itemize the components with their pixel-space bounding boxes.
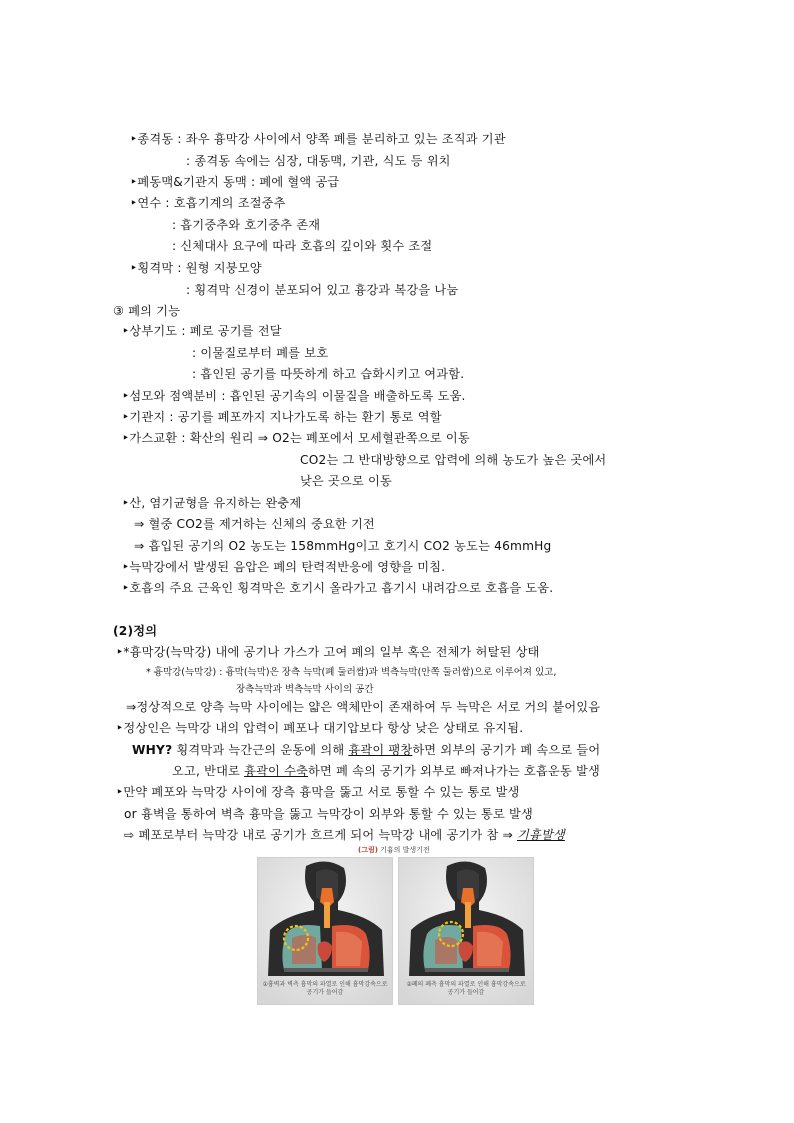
medulla-regulation: : 신체대사 요구에 따라 호흡의 깊이와 횟수 조절 (172, 239, 433, 253)
why2-text-a: 오고, 반대로 (172, 764, 245, 778)
acid-base-line: ‣산, 염기균형을 유지하는 완충제 (122, 496, 302, 510)
pneumothorax-result: 기흉발생 (517, 828, 565, 842)
diaphragm-line: ‣횡격막 : 원형 지붕모양 (130, 261, 262, 275)
left-figure-caption: ①흉벽과 벽측 흉막의 파열로 인해 흉막강속으로 공기가 들어감 (262, 981, 388, 996)
normal-pressure-line: ‣정상인은 늑막강 내의 압력이 폐포나 대기압보다 항상 낮은 상태로 유지됨. (116, 721, 524, 735)
normal-pleura-line: ⇒정상적으로 양측 늑막 사이에는 얇은 액체만이 존재하여 두 늑막은 서로 거의 붙어있음 (126, 700, 601, 714)
upper-airway-line: ‣상부기도 : 폐로 공기를 전달 (122, 324, 282, 338)
upper-airway-protect: : 이물질로부터 폐를 보호 (192, 346, 329, 360)
why-text-b: 하면 외부의 공기가 폐 속으로 들어 (412, 743, 601, 757)
why-contract-underlined: 흉곽이 수축 (244, 764, 309, 778)
conclusion-line (124, 827, 565, 843)
why-expand-underlined: 흉곽이 팽창 (348, 743, 413, 757)
medulla-line: ‣연수 : 호흡기계의 조절중추 (130, 196, 286, 210)
figure-caption (358, 845, 430, 855)
why-text-a: 횡격막과 늑간근의 운동에 의해 (172, 743, 349, 757)
pulmonary-artery-line: ‣폐동맥&기관지 동맥 : 폐에 혈액 공급 (130, 175, 340, 189)
why-label: WHY? (132, 743, 173, 757)
why-line-2 (172, 763, 600, 779)
figure-caption-text: 기흉의 발생기전 (377, 846, 430, 854)
figure-right-lung-rupture (398, 857, 534, 1005)
medulla-centers: : 흡기중추와 호기중추 존재 (172, 218, 321, 232)
upper-airway-warm: : 흡인된 공기를 따뜻하게 하고 습화시키고 여과함. (192, 367, 465, 381)
diaphragm-nerve: : 횡격막 신경이 분포되어 있고 흉강과 복강을 나눔 (186, 283, 459, 297)
acid-base-o2: ⇒ 흡입된 공기의 O2 농도는 158mmHg이고 호기시 CO2 농도는 46mmHg (134, 539, 552, 553)
pleural-cavity-note: * 흉막강(늑막강) : 흉막(늑막)은 장측 늑막(폐 둘러쌈)과 벽측늑막(안쪽 둘러쌈)으로 이루어져 있고, (146, 667, 557, 678)
right-figure-caption: ②폐의 폐측 흉막의 파열로 인해 흉막강속으로 공기가 들어감 (406, 981, 526, 996)
passage-line-2: or 흉벽을 통하여 벽측 흉막을 뚫고 늑막강이 외부와 통할 수 있는 통로 발생 (124, 807, 533, 821)
figure-left-chest-wall-rupture (257, 857, 393, 1005)
conclusion-text: ⇨ 폐포로부터 늑막강 내로 공기가 흐르게 되어 늑막강 내에 공기가 참 ⇒ (124, 828, 517, 842)
function-heading: ③ 폐의 기능 (113, 304, 181, 318)
why2-text-b: 하면 폐 속의 공기가 외부로 빠져나가는 호흡운동 발생 (308, 764, 600, 778)
pleural-pressure-line: ‣늑막강에서 발생된 음압은 폐의 탄력적반응에 영향을 미침. (122, 560, 446, 574)
definition-line: ‣*흉막강(늑막강) 내에 공기나 가스가 고여 폐의 일부 혹은 전체가 허탈된 상태 (116, 645, 540, 659)
acid-base-co2: ⇒ 혈중 CO2를 제거하는 신체의 중요한 기전 (134, 517, 375, 531)
pleural-cavity-note-2: 장측늑막과 벽측늑막 사이의 공간 (236, 684, 374, 695)
figure-caption-label: (그림) (358, 846, 378, 854)
gas-exchange-line: ‣가스교환 : 확산의 원리 ⇒ O2는 폐포에서 모세혈관쪽으로 이동 (122, 431, 470, 445)
mediastinum-contents: : 종격동 속에는 심장, 대동맥, 기관, 식도 등 위치 (186, 154, 451, 168)
bronchi-line: ‣기관지 : 공기를 폐포까지 지나가도록 하는 환기 통로 역할 (122, 410, 442, 424)
cilia-line: ‣섬모와 점액분비 : 흡인된 공기속의 이물질을 배출하도록 도움. (122, 389, 466, 403)
mediastinum-line: ‣종격동 : 좌우 흉막강 사이에서 양쪽 폐를 분리하고 있는 조직과 기관 (130, 132, 506, 146)
definition-heading: (2)정의 (113, 624, 158, 638)
diaphragm-breath-line: ‣호흡의 주요 근육인 횡격막은 호기시 올라가고 흡기시 내려감으로 호흡을 도움. (122, 581, 554, 595)
passage-line: ‣만약 폐포와 늑막강 사이에 장측 흉막을 뚫고 서로 통할 수 있는 통로 발생 (116, 785, 520, 799)
gas-exchange-low: 낮은 곳으로 이동 (300, 474, 392, 488)
why-line (132, 742, 600, 758)
gas-exchange-co2: CO2는 그 반대방향으로 압력에 의해 농도가 높은 곳에서 (300, 453, 607, 467)
